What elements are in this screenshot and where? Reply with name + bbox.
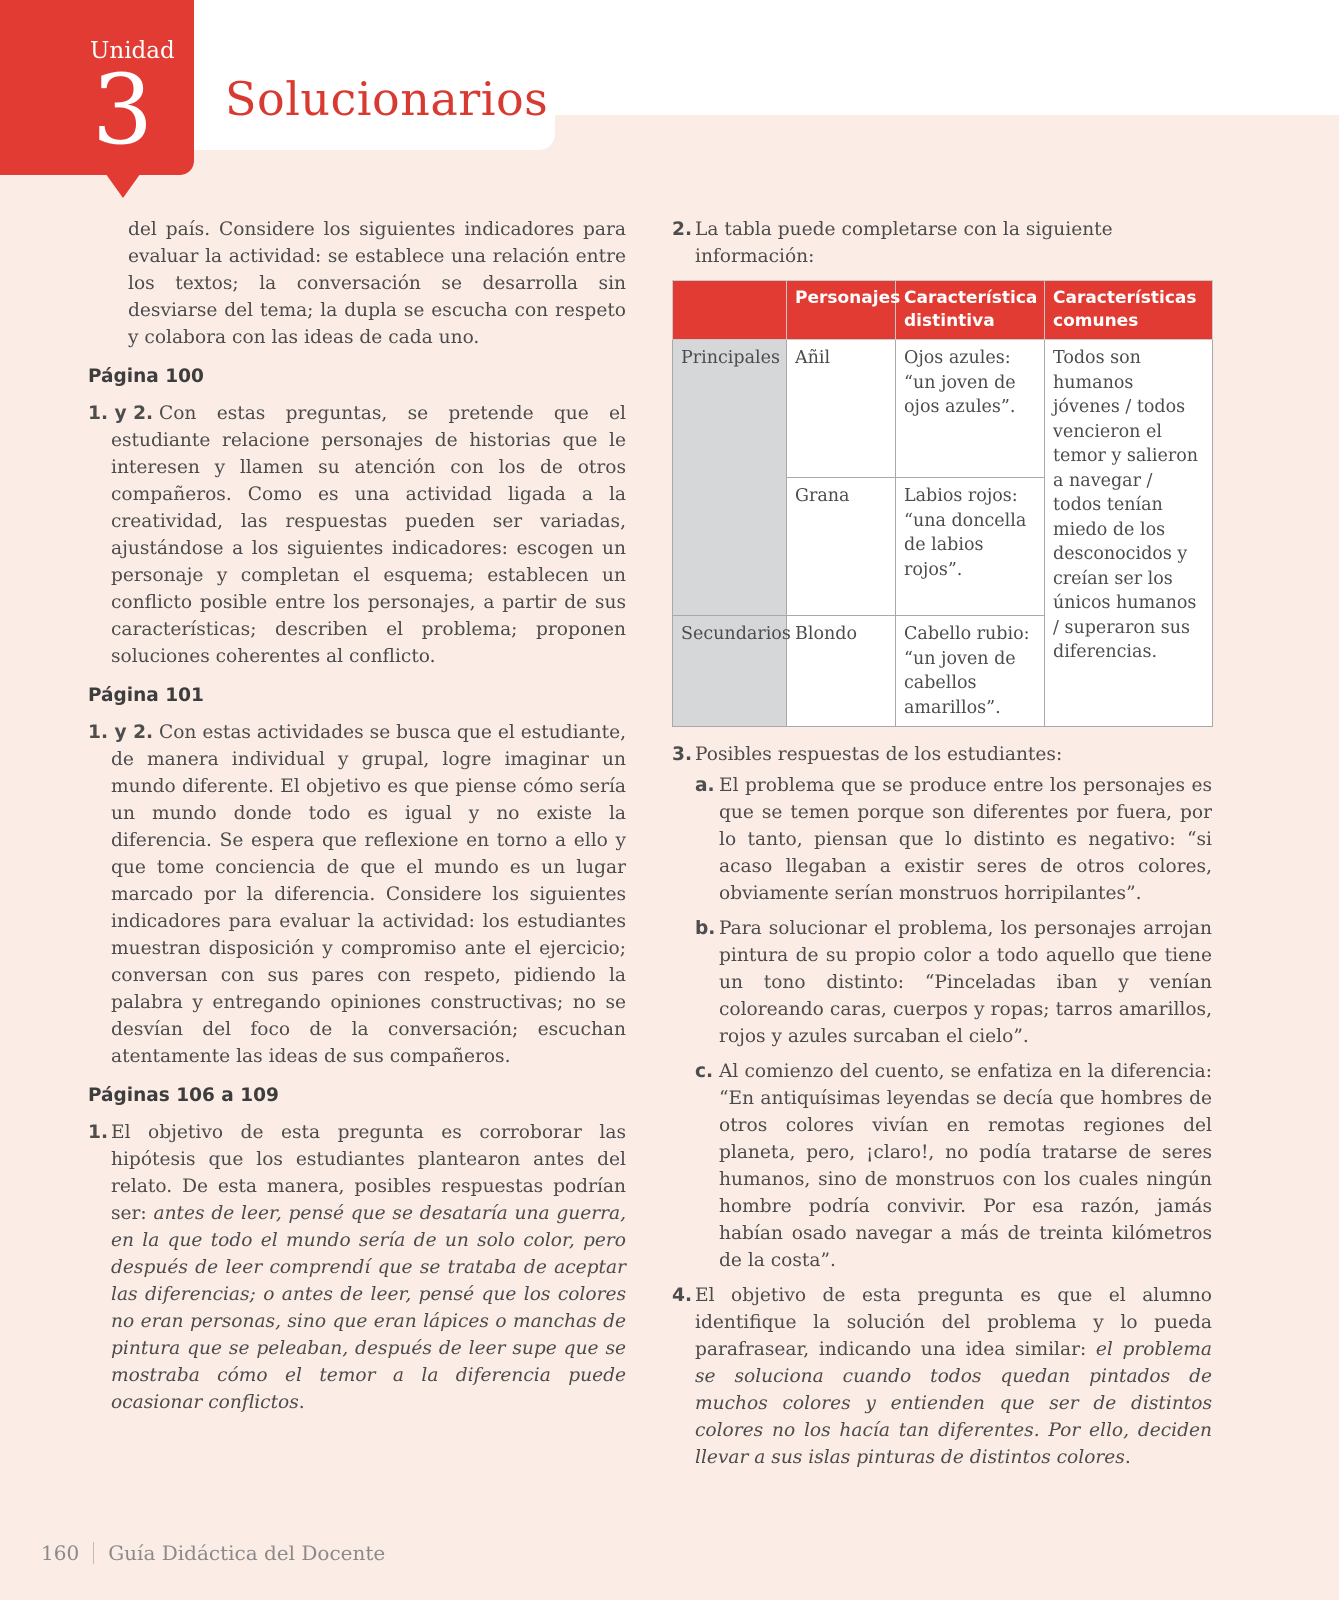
table-header-cell: Característica distintiva bbox=[896, 281, 1045, 340]
characters-table bbox=[672, 280, 1213, 727]
table-header-cell: Personajes bbox=[787, 281, 896, 340]
table-cell: Cabello rubio: “un joven de cabellos amarillos”. bbox=[896, 616, 1045, 727]
sub-label: a. bbox=[695, 775, 715, 796]
group-cell-secundarios: Secundarios bbox=[673, 616, 787, 727]
table-header-cell: Características comunes bbox=[1045, 281, 1213, 340]
sub-label: c. bbox=[695, 1061, 714, 1082]
unit-badge-pointer bbox=[103, 170, 143, 198]
answer-item bbox=[88, 1119, 626, 1416]
sub-answer-b bbox=[672, 915, 1212, 1050]
answer-text: Con estas preguntas, se pretende que el estudiante relacione personajes de historias que le interesen y llamen su atención con los de otros compañeros. Como es una actividad ligada a la creatividad, las respuestas pueden ser variadas, ajustándose a los siguientes indicadores: escogen un personaje y completan el esquema; establecen un conflicto posible entre los personajes, a partir de sus características; describen el problema; proponen soluciones coherentes al conflicto. bbox=[111, 403, 626, 667]
answer-text-plain: El objetivo de esta pregunta es que el alumno identifique la solución del problema y lo pueda parafrasear, indicando una idea similar: bbox=[695, 1285, 1212, 1360]
answer-text-end: . bbox=[1124, 1447, 1131, 1468]
answer-text bbox=[111, 1119, 626, 1416]
answer-text-plain: El objetivo de esta pregunta es corroborar las hipótesis que los estudiantes plantearon antes del relato. De esta manera, posibles respuestas podrían ser: bbox=[111, 1122, 626, 1224]
lead-paragraph: del país. Considere los siguientes indicadores para evaluar la actividad: se establece una relación entre los textos; la conversación se desarrolla sin desviarse del tema; la dupla se escucha con respeto y colabora con las ideas de cada uno. bbox=[128, 219, 626, 348]
item-number: 2. bbox=[672, 219, 693, 240]
sub-answer-a bbox=[672, 772, 1212, 907]
section-heading-pages-106-109: Páginas 106 a 109 bbox=[88, 1085, 279, 1106]
item-number: 4. bbox=[672, 1285, 693, 1306]
answer-text: El problema que se produce entre los personajes es que se temen porque son diferentes por fuera, por lo tanto, piensan que lo distinto es negativo: “si acaso llegaban a existir seres de otros colores, obviamente serían monstruos horripilantes”. bbox=[719, 775, 1212, 904]
table-cell: Añil bbox=[787, 340, 896, 478]
page-title: Solucionarios bbox=[225, 72, 549, 126]
book-title: Guía Didáctica del Docente bbox=[108, 1541, 386, 1565]
answer-text-end: . bbox=[298, 1392, 305, 1413]
answer-item bbox=[88, 719, 626, 1070]
answer-item bbox=[88, 400, 626, 670]
sub-answer-c bbox=[672, 1058, 1212, 1274]
answer-item bbox=[672, 216, 1212, 270]
item-number: 3. bbox=[672, 744, 693, 765]
page-footer bbox=[41, 1541, 385, 1565]
table-header-cell bbox=[673, 281, 787, 340]
answer-text: Posibles respuestas de los estudiantes: bbox=[695, 744, 1063, 765]
answer-text: Para solucionar el problema, los personajes arrojan pintura de su propio color a todo aquello que tiene un tono distinto: “Pinceladas iban y venían coloreando caras, cuerpos y ropas; tarros amarillos, rojos y azules surcaban el cielo”. bbox=[719, 918, 1212, 1047]
right-column bbox=[672, 216, 1212, 1477]
table-header-row bbox=[673, 281, 1213, 340]
item-number: 1. y 2. bbox=[88, 403, 154, 424]
answer-item bbox=[672, 741, 1212, 768]
section-heading-page-101: Página 101 bbox=[88, 685, 204, 706]
left-column bbox=[88, 216, 626, 1422]
answer-text bbox=[695, 1282, 1212, 1471]
table-cell: Grana bbox=[787, 478, 896, 616]
sub-label: b. bbox=[695, 918, 716, 939]
table-cell: Labios rojos: “una doncella de labios rojos”. bbox=[896, 478, 1045, 616]
page-number: 160 bbox=[41, 1541, 80, 1565]
section-heading-page-100: Página 100 bbox=[88, 366, 204, 387]
table-cell-comunes: Todos son humanos jóvenes / todos vencieron el temor y salieron a navegar / todos tenían miedo de los desconocidos y creían ser los únicos humanos / superaron sus diferencias. bbox=[1045, 340, 1213, 727]
answer-text-italic: el problema se soluciona cuando todos quedan pintados de muchos colores y entienden que ser de distintos colores no los hacía tan diferentes. Por ello, deciden llevar a sus islas pinturas de distintos colores bbox=[695, 1339, 1212, 1468]
answer-item bbox=[672, 1282, 1212, 1471]
table-cell: Ojos azules: “un joven de ojos azules”. bbox=[896, 340, 1045, 478]
answer-text: Con estas actividades se busca que el estudiante, de manera individual y grupal, logre imaginar un mundo diferente. El objetivo es que piense cómo sería un mundo donde todo es igual y no existe la diferencia. Se espera que reflexione en torno a ello y que tome conciencia de que el mundo es un lugar marcado por la diferencia. Considere los siguientes indicadores para evaluar la actividad: los estudiantes muestran disposición y compromiso ante el ejercicio; conversan con sus pares con respeto, pidiendo la palabra y entregando opiniones constructivas; no se desvían del foco de la conversación; escuchan atentamente las ideas de sus compañeros. bbox=[111, 722, 626, 1067]
answer-text-italic: antes de leer, pensé que se desataría una guerra, en la que todo el mundo sería de un solo color, pero después de leer comprendí que se trataba de aceptar las diferencias; o antes de leer, pensé que los colores no eran personas, sino que eran lápices o manchas de pintura que se peleaban, después de leer supe que se mostraba cómo el temor a la diferencia puede ocasionar conflictos bbox=[111, 1203, 626, 1413]
answer-text: La tabla puede completarse con la siguiente información: bbox=[695, 219, 1113, 267]
item-number: 1. bbox=[88, 1122, 109, 1143]
table-row bbox=[673, 340, 1213, 478]
unit-number: 3 bbox=[92, 54, 154, 166]
unit-label: Unidad bbox=[90, 38, 175, 64]
item-number: 1. y 2. bbox=[88, 722, 154, 743]
answer-text: Al comienzo del cuento, se enfatiza en la diferencia: “En antiquísimas leyendas se decía que hombres de otros colores vivían en remotas regiones del planeta, pero, ¡claro!, no podía tratarse de seres humanos, sino de monstruos con los cuales ningún hombre podría convivir. Por esa razón, jamás habían osado navegar a más de treinta kilómetros de la costa”. bbox=[719, 1061, 1212, 1271]
group-cell-principales: Principales bbox=[673, 340, 787, 616]
table-cell: Blondo bbox=[787, 616, 896, 727]
footer-divider bbox=[93, 1542, 94, 1564]
